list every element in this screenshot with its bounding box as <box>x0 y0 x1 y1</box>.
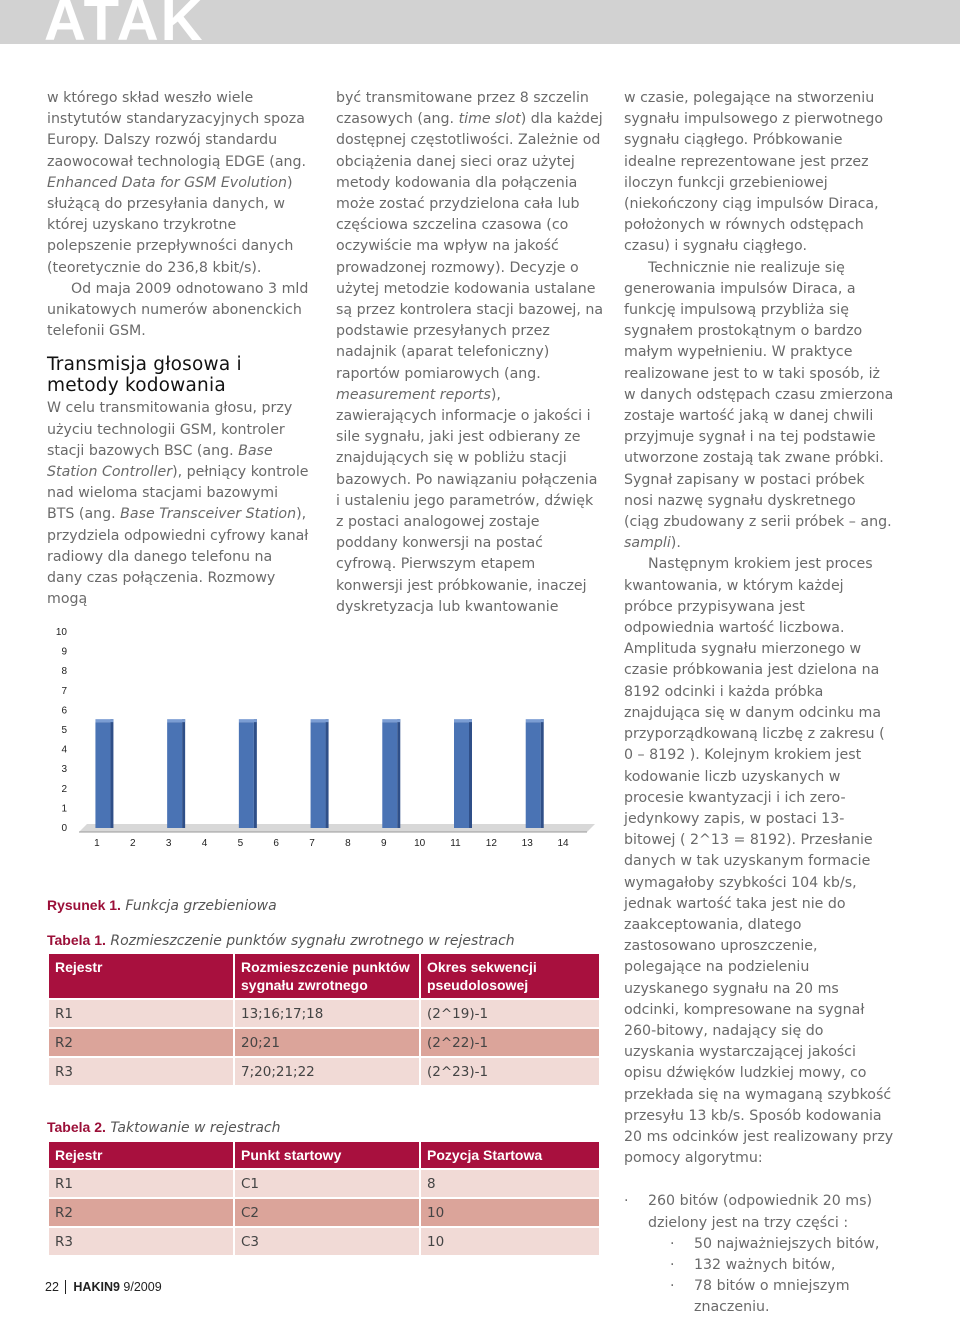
column-header: Punkt startowy <box>235 1142 419 1168</box>
column-header: Pozycja Startowa <box>421 1142 599 1168</box>
table-register-clocking <box>47 1140 601 1257</box>
y-tick-label: 5 <box>61 725 67 736</box>
paragraph: Następnym krokiem jest proces kwantowania, w którym każdej próbce przypisywana jest odpowiednia wartość liczbowa. Amplituda sygnału mierzonego w czasie próbkowania jest dzielona na 8192 odcinki i każda próbka znajdująca się w danym odcinku ma przyporządkowaną liczbę z zakresu ( 0 – 8192 ). Kolejnym krokiem jest kodowanie liczb uzyskanych w procesie kwantyzacji i ich zero-jedynkowy zapis, w postaci 13-bitowej ( 2^13 = 8192). Przesłanie danych w tak uzyskanym formacie wymagałoby szybkości 104 kb/s, jednak wartość taka jest nie do zaakceptowania, dlatego zastosowano uproszczenie, polegające na podzieleniu uzyskanego sygnału na 20 ms odcinki, kompresowane na sygnał 260-bitowy, nadający się do uzyskania wystarczającej jakości opisu dźwięków ludzkiej mowy, co przekłada się na wymaganą szybkość przesyłu 13 kb/s. Sposób kodowania 20 ms odcinków jest realizowany przy pomocy algorytmu: <box>624 556 894 1167</box>
paragraph: w którego skład weszło wiele instytutów standaryzacyjnych spoza Europy. Dalszy rozwój standardu zaowocował technologią EDGE (ang. Enhanced Data for GSM Evolution) służącą do przesyłania danych, w której uzyskano trzykrotne polepszenie przepływności danych (teoretycznie do 236,8 kbit/s). <box>47 90 307 276</box>
table-cell: 8 <box>421 1170 599 1197</box>
list-item: · 260 bitów (odpowiednik 20 ms) dzielony jest na trzy części : · 50 najważniejszych bitów, · 132 ważnych bitów, · 78 bitów o mniejszym znaczeniu. <box>624 1191 894 1318</box>
column-header: Rejestr <box>49 1142 233 1168</box>
y-tick-label: 3 <box>61 764 67 776</box>
x-tick-label: 8 <box>345 838 351 849</box>
x-tick-label: 11 <box>450 838 461 849</box>
chart-bar <box>382 722 397 828</box>
chart-bar-side <box>326 719 329 828</box>
chart-bar-side <box>182 719 185 828</box>
list-item: · 132 ważnych bitów, <box>670 1255 894 1276</box>
table1-caption: Tabela 1. Rozmieszczenie punktów sygnału zwrotnego w rejestrach <box>47 932 515 949</box>
x-tick-label: 9 <box>381 838 387 849</box>
table-row <box>49 1170 599 1197</box>
chart-bar <box>95 722 110 828</box>
section-title: ATAK <box>44 0 205 53</box>
table-header-row <box>49 954 599 998</box>
list-item: · 78 bitów o mniejszym znaczeniu. <box>670 1276 894 1318</box>
chart-bar-top <box>311 719 329 722</box>
y-tick-label: 1 <box>61 803 67 815</box>
y-tick-label: 2 <box>61 783 67 795</box>
y-tick-label: 7 <box>61 685 67 697</box>
chart-bar <box>454 722 469 828</box>
column-header: Rejestr <box>49 954 233 998</box>
x-tick-label: 4 <box>201 838 208 849</box>
paragraph: Od maja 2009 odnotowano 3 mld unikatowych numerów abonenckich telefonii GSM. <box>47 280 309 340</box>
chart-bar <box>311 722 326 828</box>
table-cell: 10 <box>421 1199 599 1226</box>
table-row <box>49 1228 599 1255</box>
chart-bar-top <box>167 719 185 722</box>
page-footer <box>45 1280 162 1294</box>
table-cell: 7;20;21;22 <box>235 1058 419 1085</box>
table-cell: R1 <box>49 1000 233 1027</box>
table-row <box>49 1058 599 1085</box>
x-tick-label: 13 <box>521 838 533 849</box>
table-row <box>49 1199 599 1226</box>
chart-bar <box>526 722 541 828</box>
column-3 <box>624 88 894 1319</box>
table-cell: C2 <box>235 1199 419 1226</box>
chart-bar-top <box>526 719 544 722</box>
column-header: Rozmieszczenie punktów sygnału zwrotnego <box>235 954 419 998</box>
table-cell: 20;21 <box>235 1029 419 1056</box>
chart-bar-top <box>382 719 400 722</box>
table-cell: R3 <box>49 1058 233 1085</box>
y-tick-label: 6 <box>61 705 67 717</box>
x-tick-label: 1 <box>94 838 100 849</box>
table-header-row <box>49 1142 599 1168</box>
table-cell: C3 <box>235 1228 419 1255</box>
list-item: · 50 najważniejszych bitów, <box>670 1234 894 1255</box>
column-1 <box>47 88 309 610</box>
figure-caption: Rysunek 1. Funkcja grzebieniowa <box>47 897 277 914</box>
table-cell: R2 <box>49 1199 233 1226</box>
table-cell: (2^22)-1 <box>421 1029 599 1056</box>
x-tick-label: 7 <box>309 838 315 849</box>
table-row <box>49 1000 599 1027</box>
table-cell: (2^23)-1 <box>421 1058 599 1085</box>
y-tick-label: 8 <box>61 666 67 678</box>
table-cell: R3 <box>49 1228 233 1255</box>
x-tick-label: 6 <box>273 838 279 849</box>
page-number: 22 <box>45 1280 66 1294</box>
table-cell: (2^19)-1 <box>421 1000 599 1027</box>
chart-svg <box>47 614 600 878</box>
bullet-list <box>624 1191 894 1318</box>
section-heading: Transmisja głosowa i metody kodowania <box>47 354 242 397</box>
x-tick-label: 5 <box>237 838 244 849</box>
table-register-layout <box>47 952 601 1087</box>
x-tick-label: 10 <box>414 838 426 849</box>
x-tick-label: 12 <box>485 838 497 849</box>
table-cell: C1 <box>235 1170 419 1197</box>
table-cell: 13;16;17;18 <box>235 1000 419 1027</box>
table-cell: R1 <box>49 1170 233 1197</box>
table-cell: 10 <box>421 1228 599 1255</box>
chart-bar-side <box>254 719 257 828</box>
paragraph: Technicznie nie realizuje się generowania impulsów Diraca, a funkcję impulsową przybliża się sygnałem prostokątnym o bardzo małym wypełnieniu. W praktyce realizowane jest to w taki sposób, iż w danych odstępach czasu zmierzona zostaje wartość jaką w danej chwili przyjmuje sygnał i na tej podstawie utworzone zostają tak zwane próbki. Sygnał zapisany w postaci próbek nosi nazwę sygnału dyskretnego (ciąg zbudowany z serii próbek – ang. sampli). <box>624 259 894 552</box>
chart-bar-side <box>541 719 544 828</box>
paragraph: W celu transmitowania głosu, przy użyciu technologii GSM, kontroler stacji bazowych BSC (ang. Base Station Controller), pełniący kontrole nad wieloma stacjami bazowymi BTS (ang. Base Transceiver Station), przydziela odpowiedni cyfrowy kanał radiowy dla danego telefonu na dany czas połączenia. Rozmowy mogą <box>47 400 309 608</box>
y-tick-label: 4 <box>61 744 67 756</box>
column-2 <box>336 88 604 618</box>
table2-caption: Tabela 2. Taktowanie w rejestrach <box>47 1119 281 1136</box>
paragraph: być transmitowane przez 8 szczelin czasowych (ang. time slot) dla każdej dostępnej częstotliwości. Zależnie od obciążenia danej sieci oraz użytej metody kodowania dla połączenia może zostać przydzielona cała lub częściowa szczelina czasowa (co oczywiście ma wpływ na jakość prowadzonej rozmowy). Decyzje o użytej metodzie kodowania ustalane są przez kontrolera stacji bazowej, na podstawie przesyłanych przez nadajnik (aparat telefoniczny) raportów pomiarowych (ang. measurement reports), zawierających informacje o jakości i sile sygnału, jaki jest odbierany ze znajdujących się w pobliżu stacji bazowych. Po nawiązaniu połączenia i ustaleniu jego parametrów, dźwięk z postaci analogowej zostaje poddany konwersji na postać cyfrową. Pierwszym etapem konwersji jest próbkowanie, inaczej dyskretyzacja lub kwantowanie <box>336 90 604 615</box>
sub-list <box>648 1234 894 1319</box>
chart-bar-side <box>469 719 472 828</box>
comb-function-chart <box>47 614 600 878</box>
paragraph: w czasie, polegające na stworzeniu sygnału impulsowego z pierwotnego sygnału ciągłego. Próbkowanie idealne reprezentowane jest przez iloczyn funkcji grzebieniowej (niekończony ciąg impulsów Diraca, położonych w równych odstępach czasu) i sygnału ciągłego. <box>624 90 884 255</box>
issue-number: 9/2009 <box>123 1280 162 1294</box>
y-tick-label: 9 <box>61 646 67 658</box>
chart-bar-top <box>95 719 113 722</box>
table-cell: R2 <box>49 1029 233 1056</box>
magazine-name: HAKIN9 <box>73 1280 120 1294</box>
chart-bar-side <box>110 719 113 828</box>
table-row <box>49 1029 599 1056</box>
x-tick-label: 3 <box>165 838 172 849</box>
chart-bar <box>167 722 182 828</box>
chart-bar <box>239 722 254 828</box>
chart-bar-top <box>239 719 257 722</box>
chart-floor <box>79 824 595 832</box>
x-tick-label: 2 <box>130 838 136 849</box>
x-tick-label: 14 <box>557 838 569 849</box>
chart-bar-side <box>397 719 400 828</box>
column-header: Okres sekwencji pseudolosowej <box>421 954 599 998</box>
chart-bar-top <box>454 719 472 722</box>
y-tick-label: 0 <box>61 823 67 834</box>
y-tick-label: 10 <box>55 627 67 638</box>
